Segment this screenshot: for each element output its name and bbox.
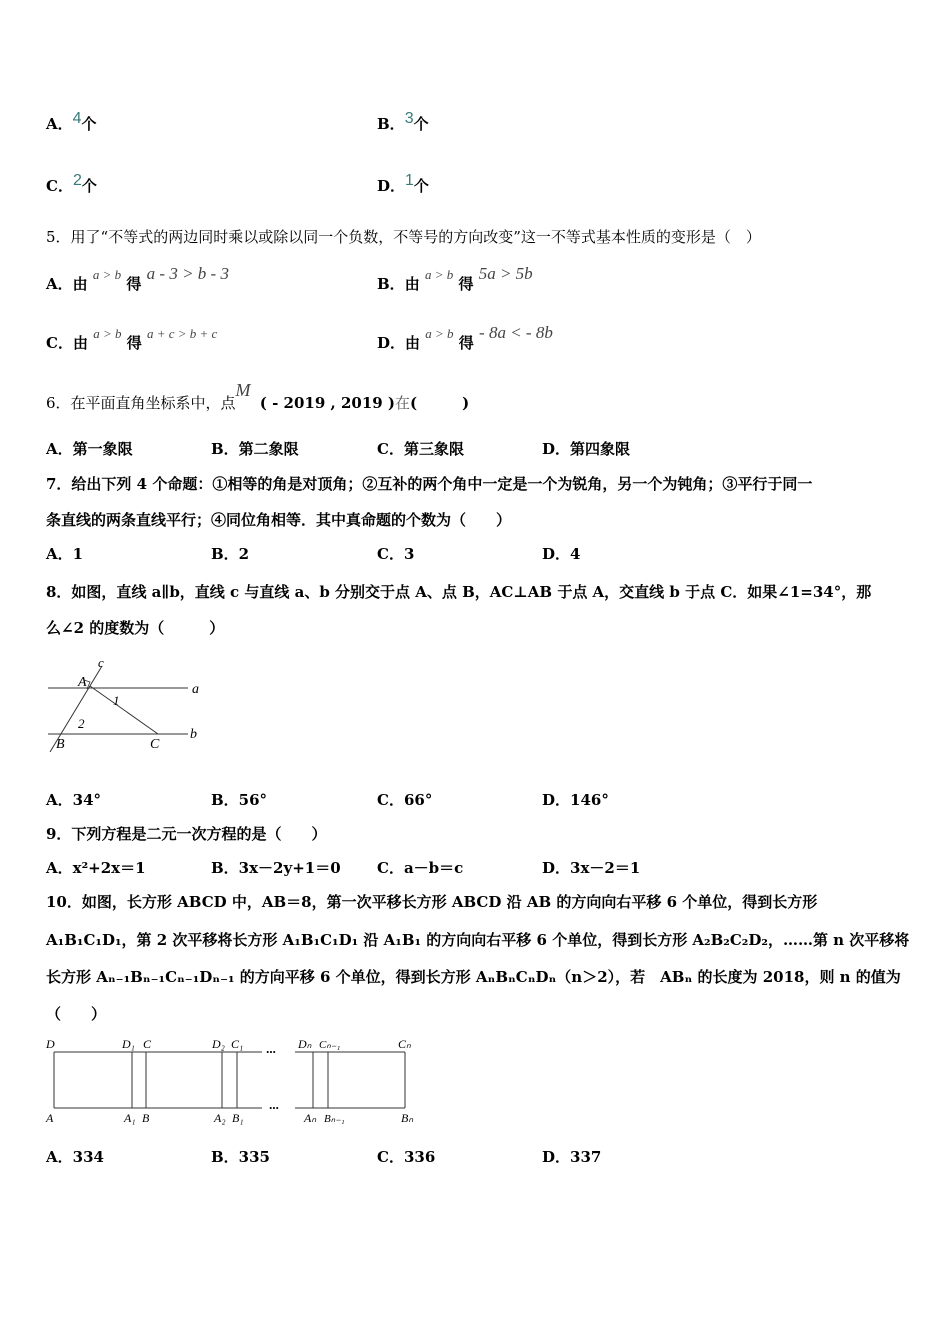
option-de: 得 — [458, 275, 474, 293]
option-condition: a > b — [424, 267, 454, 282]
option-de: 得 — [126, 275, 142, 293]
label-B: B — [56, 737, 65, 752]
q6-stem-tail: 在 — [395, 394, 411, 412]
label-C: C — [150, 737, 160, 752]
q5-option-a[interactable] — [46, 264, 229, 295]
label-Cn1: Cₙ₋₁ — [319, 1039, 341, 1051]
option-label: C． — [46, 177, 73, 195]
q7-option-d[interactable]: D．4 — [542, 545, 581, 563]
label-D: D — [46, 1037, 55, 1051]
q8-option-a[interactable]: A．34° — [46, 791, 102, 809]
option-number: 4 — [72, 110, 82, 127]
q6-option-b[interactable]: B．第二象限 — [211, 440, 299, 458]
label-2: 2 — [78, 716, 85, 731]
label-a: a — [192, 682, 199, 697]
option-condition: a > b — [93, 326, 122, 341]
ellipsis-top: ··· — [266, 1044, 276, 1059]
q7-option-a[interactable]: A．1 — [46, 545, 84, 563]
label-An: Aₙ — [304, 1111, 317, 1125]
q10-stem-line3: 长方形 Aₙ₋₁Bₙ₋₁Cₙ₋₁Dₙ₋₁ 的方向平移 6 个单位，得到长方形 AₙBₙCₙDₙ（n＞2），若 ABₙ 的长度为 2018，则 n 的值为 — [46, 968, 901, 986]
option-label: D． — [377, 334, 406, 352]
q6-stem-text: 6．在平面直角坐标系中，点 — [46, 394, 236, 412]
q8-option-d[interactable]: D．146° — [542, 791, 609, 809]
q7-option-b[interactable]: B．2 — [211, 545, 250, 563]
label-Bn: Bₙ — [401, 1111, 414, 1125]
q6-paren: ( ) — [410, 394, 470, 412]
option-label: A． — [46, 275, 73, 293]
q10-stem-line2: A₁B₁C₁D₁，第 2 次平移将长方形 A₁B₁C₁D₁ 沿 A₁B₁ 的方向向右平移 6 个单位，得到长方形 A₂B₂C₂D₂，……第 n 次平移将 — [46, 931, 910, 949]
option-label: C． — [46, 334, 73, 352]
option-number: 2 — [72, 172, 82, 189]
q10-option-c[interactable]: C．336 — [377, 1148, 436, 1166]
label-C: C — [143, 1037, 152, 1051]
label-Dn: Dₙ — [298, 1037, 312, 1051]
ellipsis-bottom: ··· — [269, 1100, 279, 1115]
option-unit: 个 — [413, 115, 429, 133]
q10-stem-line4: （ ） — [46, 1005, 107, 1023]
q6-coords: ( - 2019 , 2019 ) — [259, 394, 396, 412]
label-D1: D₁ — [122, 1037, 135, 1051]
q10-figure — [40, 1034, 430, 1130]
q5-option-c[interactable] — [46, 326, 218, 354]
option-result: a - 3 > b - 3 — [146, 264, 229, 283]
label-D2: D₂ — [212, 1037, 225, 1051]
q4-option-c[interactable] — [46, 172, 97, 197]
label-A: A — [78, 675, 87, 690]
q7-stem-line1: 7．给出下列 4 个命题：①相等的角是对顶角；②互补的两个角中一定是一个为锐角，另一个为钝角；③平行于同一 — [46, 475, 813, 493]
option-condition: a > b — [425, 326, 454, 341]
option-condition: a > b — [92, 267, 122, 282]
label-Cn: Cₙ — [398, 1037, 411, 1051]
q5-option-d[interactable] — [377, 323, 553, 354]
label-b: b — [190, 727, 197, 742]
q6-option-a[interactable]: A．第一象限 — [46, 440, 133, 458]
label-B1: B₁ — [232, 1111, 244, 1125]
q6-option-d[interactable]: D．第四象限 — [542, 440, 631, 458]
q9-option-a[interactable]: A．x²+2x＝1 — [46, 859, 146, 877]
segment-ac — [90, 686, 158, 734]
option-unit: 个 — [81, 115, 97, 133]
option-you: 由 — [404, 275, 420, 293]
label-Bn1: Bₙ₋₁ — [324, 1113, 345, 1125]
q9-option-b[interactable]: B．3x－2y+1＝0 — [211, 859, 341, 877]
option-you: 由 — [72, 275, 88, 293]
q5-option-b[interactable] — [377, 264, 533, 295]
option-you: 由 — [72, 334, 88, 352]
q8-stem-line2: 么∠2 的度数为（ ） — [46, 619, 225, 637]
option-result: - 8a < - 8b — [479, 323, 553, 342]
q8-figure — [40, 650, 220, 760]
q10-option-a[interactable]: A．334 — [46, 1148, 104, 1166]
q9-option-d[interactable]: D．3x－2＝1 — [542, 859, 641, 877]
q4-option-b[interactable] — [377, 110, 429, 135]
option-you: 由 — [405, 334, 421, 352]
q9-option-c[interactable]: C．a－b＝c — [377, 859, 464, 877]
q6-point: M — [235, 380, 251, 400]
label-A: A — [46, 1111, 54, 1125]
label-c: c — [98, 655, 104, 670]
option-number: 3 — [404, 110, 414, 127]
label-A2: A₂ — [214, 1111, 226, 1125]
q10-stem-line1: 10．如图，长方形 ABCD 中，AB＝8，第一次平移长方形 ABCD 沿 AB 的方向向右平移 6 个单位，得到长方形 — [46, 893, 818, 911]
label-C1: C₁ — [231, 1037, 244, 1051]
q9-stem: 9．下列方程是二元一次方程的是（ ） — [46, 825, 327, 843]
q8-option-b[interactable]: B．56° — [211, 791, 268, 809]
q7-stem-line2: 条直线的两条直线平行；④同位角相等．其中真命题的个数为（ ） — [46, 511, 512, 529]
q10-option-b[interactable]: B．335 — [211, 1148, 270, 1166]
option-unit: 个 — [81, 177, 97, 195]
label-A1: A₁ — [124, 1111, 136, 1125]
q6-option-c[interactable]: C．第三象限 — [377, 440, 464, 458]
option-de: 得 — [458, 334, 474, 352]
option-number: 1 — [405, 172, 414, 189]
q7-option-c[interactable]: C．3 — [377, 545, 415, 563]
label-B: B — [142, 1111, 150, 1125]
option-de: 得 — [126, 334, 142, 352]
q4-option-a[interactable] — [46, 110, 97, 135]
label-1: 1 — [113, 693, 120, 708]
option-label: B． — [377, 275, 405, 293]
q8-option-c[interactable]: C．66° — [377, 791, 433, 809]
q8-stem-line1: 8．如图，直线 a∥b，直线 c 与直线 a、b 分别交于点 A、点 B，AC⊥AB 于点 A，交直线 b 于点 C．如果∠1=34°，那 — [46, 583, 872, 601]
q4-option-d[interactable] — [377, 172, 429, 197]
q6-stem — [46, 380, 470, 413]
option-label: B． — [377, 115, 405, 133]
option-label: D． — [377, 177, 406, 195]
q5-stem: 5．用了“不等式的两边同时乘以或除以同一个负数，不等号的方向改变”这一不等式基本性质的变形是（ ） — [46, 228, 761, 246]
option-result: a + c > b + c — [146, 326, 218, 341]
option-result: 5a > 5b — [478, 264, 533, 283]
option-unit: 个 — [413, 177, 429, 195]
option-label: A． — [46, 115, 73, 133]
q10-option-d[interactable]: D．337 — [542, 1148, 602, 1166]
